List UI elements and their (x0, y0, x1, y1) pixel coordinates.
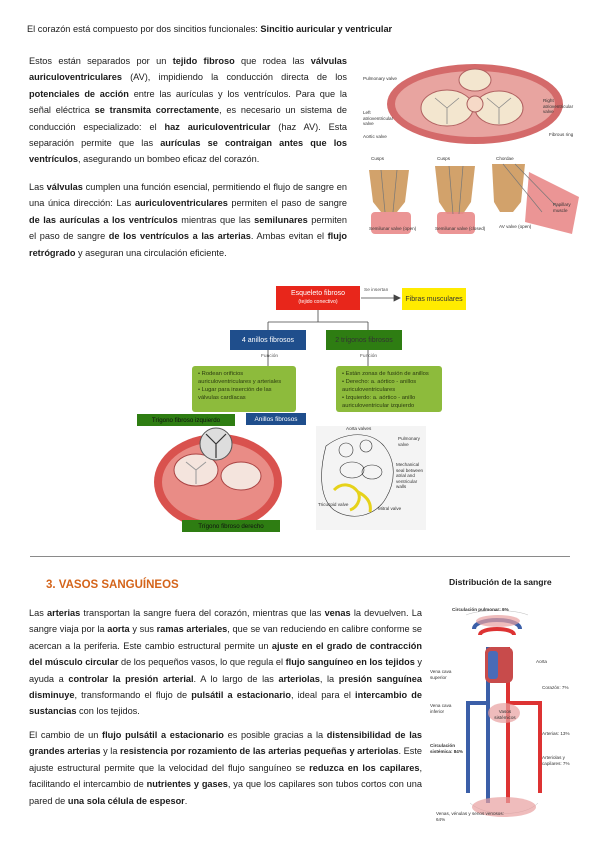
text-run: . Ambas evitan el (250, 231, 328, 242)
bold-run: arterias (47, 608, 81, 618)
bold-run: potenciales de acción (29, 88, 129, 99)
bold-run: auriculoventriculares (134, 198, 228, 209)
tag-trigono-izquierdo: Trígono fibroso izquierdo (137, 414, 235, 426)
text-run: y ayuda a (29, 657, 423, 684)
bold-run: arteriolas (278, 673, 320, 684)
fibrous-skeleton-heart (146, 416, 316, 536)
bold-run: intercambio de sustancias (29, 690, 422, 717)
tag-anillos-fibrosos: Anillos fibrosos (246, 413, 306, 425)
bold-run: flujo sanguíneo en los tejidos (285, 657, 415, 668)
circ-label-venas: Venas, vénulas y senos venosos: 64% (436, 811, 504, 822)
conduction-label-pulmonary: Pulmonary valve (398, 436, 420, 447)
concept-link-label: Se insertan (364, 288, 389, 293)
conduction-label-tricuspid: Tricuspid valve (318, 502, 349, 507)
text-run: . Este ajuste estructural permite que la velocidad del flujo sanguíneo se (29, 746, 423, 773)
bold-run: válvulas (46, 182, 83, 192)
text-run: es posible gracias a la (223, 730, 327, 740)
bold-run: resistencia por rozamiento de las arterias pequeñas y arteriolas (120, 746, 399, 757)
bold-run: de los ventrículos a las arterias (108, 231, 251, 242)
bold-run: una sola célula de espesor (67, 795, 185, 806)
text-run: . (184, 795, 188, 806)
concept-anillos: 4 anillos fibrosos (230, 330, 306, 350)
circulation-figure-title: Distribución de la sangre (449, 577, 552, 587)
concept-func-left: Función (261, 354, 279, 359)
bold-run: venas (324, 608, 351, 618)
text-run: de los pequeños vasos, lo que regula el (118, 657, 286, 668)
conduction-figure (316, 426, 426, 530)
concept-func-right: Función (360, 354, 378, 359)
text-run: la devuelven. La sangre viaja por la (29, 608, 422, 635)
paragraph-flow (29, 727, 422, 809)
text-run: , ideal para el (290, 690, 356, 701)
valve-label-aortic: Aortic valve (363, 134, 387, 139)
caption-semilunar-closed: Semilunar valve (closed) (435, 226, 486, 231)
valve-label-right-av: Right atrioventricular valve (543, 98, 574, 115)
text-run: y aseguran una circulación eficiente. (75, 247, 227, 258)
bold-run: presión sanguínea disminuye (29, 673, 422, 701)
caption-semilunar-open: Semilunar valve (open) (369, 226, 417, 231)
intro-line: El corazón está compuesto por dos sincitios funcionales: Sincitio auricular y ventricular (27, 24, 393, 34)
bold-run: se transmita correctamente (94, 105, 220, 116)
concept-anillos-functions: • Rodean orificios auriculoventriculares y arteriales • Lugar para inserción de las válvulas cardíacas (192, 366, 296, 412)
text-run: mientras que las (177, 214, 255, 225)
valve-label-left-av: Left atrioventricular valve (363, 110, 394, 127)
section-heading: 3. VASOS SANGUÍNEOS (46, 579, 179, 591)
text-run: cumplen una función esencial, permitiendo el flujo de sangre en una única dirección: Las (29, 182, 347, 209)
bold-run: distensibilidad de las grandes arterias (29, 730, 423, 757)
text-run: , transformando el flujo de (74, 690, 192, 701)
text-run: que rodea las (234, 56, 311, 66)
bold-run: ramas arteriales (156, 624, 228, 635)
text-run: , asegurando un bombeo eficaz del corazón. (78, 154, 260, 165)
bold-run: pulsátil a estacionario (191, 690, 291, 701)
text-run: transportan la sangre fuera del corazón, mientras que las (80, 608, 325, 618)
circ-label-corazon: Corazón: 7% (542, 685, 569, 690)
text-run: El cambio de un (29, 730, 103, 740)
section-divider (30, 556, 570, 557)
bold-run: semilunares (254, 214, 308, 225)
text-run: (haz AV). Esta separación permite que las (29, 121, 347, 149)
bold-run: haz auriculoventricular (164, 121, 271, 132)
bold-run: nutrientes y gases (146, 779, 228, 790)
text-run: entre las aurículas y los ventrículos. Para que la señal eléctrica (29, 88, 347, 116)
text-run: Estos están separados por un (29, 56, 173, 66)
text-run: permiten el paso de sangre (29, 214, 348, 242)
text-run: permiten el paso de sangre (227, 198, 347, 209)
valve-label-cusps-2: Cusps (437, 156, 451, 161)
circ-label-ivc: Vena cava inferior (430, 703, 452, 714)
conduction-label-mitral: Mitral valve (378, 506, 402, 511)
caption-av-open: AV valve (open) (499, 224, 532, 229)
bold-run: aurículas se contraigan antes que los ventrículos (29, 138, 347, 165)
circ-label-arterias: Arterias: 13% (542, 731, 570, 736)
concept-trigonos-functions: • Están zonas de fusión de anillos • Derecho: a. aórtico - anillos auriculoventriculares • Izquierdo: a. aórtico - anillo auriculoventricular izquierdo (336, 366, 442, 412)
valve-label-fibrous-ring: Fibrous ring (549, 132, 574, 137)
conduction-label-aorta: Aorta valves (346, 426, 372, 431)
circ-label-svc: Vena cava superior (430, 669, 452, 680)
text-run: Las (29, 608, 48, 618)
text-run: , facilitando el intercambio de (29, 762, 422, 790)
text-run: con los tejidos. (76, 706, 140, 717)
text-run: , es necesario un sistema de conducción especializado: el (29, 105, 347, 132)
bold-run: flujo retrógrado (29, 231, 347, 258)
text-run: y la (100, 746, 121, 757)
circ-label-sistemica: Circulación sistémica: 84% (430, 743, 463, 754)
bold-run: válvulas auriculoventriculares (29, 56, 347, 83)
bold-run: ajuste en el grado de contracción del músculo circular (29, 640, 422, 668)
conduction-label-seal: Mechanical seal between atrial and ventricular walls (396, 462, 424, 490)
tag-trigono-derecho: Trígono fibroso derecho (182, 520, 280, 532)
concept-trigonos: 2 trígonos fibrosos (326, 330, 402, 350)
valve-label-pulmonary: Pulmonary valve (363, 76, 397, 81)
text-run: y sus (129, 624, 157, 635)
bold-run: tejido fibroso (172, 56, 235, 66)
valve-label-chordae: Chordae (496, 156, 514, 161)
caption-papillary-muscle: Papillary muscle (553, 202, 571, 213)
bold-run: flujo pulsátil a estacionario (102, 730, 224, 740)
text-run: Las (29, 182, 47, 192)
bold-run: controlar la presión arterial (68, 673, 194, 684)
text-run: (AV), impidiendo la conducción directa de los (121, 72, 347, 83)
paragraph-arteries (29, 605, 422, 720)
text-run: , que se van reduciendo en calibre conforme se acercan a la periferia. Este cambio estructural permite un (29, 624, 422, 651)
text-run: , la (319, 673, 339, 684)
circ-label-aorta: Aorta (536, 659, 547, 664)
circ-label-vasos-sistemicos: Vasos sistémicos (494, 709, 516, 720)
bold-run: reduzca en los capilares (309, 762, 420, 773)
text-run: , ya que los capilares son tubos cortos con una pared de (29, 779, 422, 806)
circ-label-pulmonary: Circulación pulmonar: 9% (452, 607, 509, 612)
circ-label-arteriolas: Arteriolas y capilares: 7% (542, 755, 570, 766)
bold-run: de las aurículas a los ventrículos (29, 214, 178, 225)
bold-run: aorta (107, 624, 130, 635)
concept-fibras: Fibras musculares (402, 288, 466, 310)
text-run: . A lo largo de las (193, 673, 279, 684)
circulation-figure (430, 603, 570, 833)
concept-root: Esqueleto fibroso (tejido conectivo) (276, 286, 360, 310)
valve-label-cusps-1: Cusps (371, 156, 385, 161)
